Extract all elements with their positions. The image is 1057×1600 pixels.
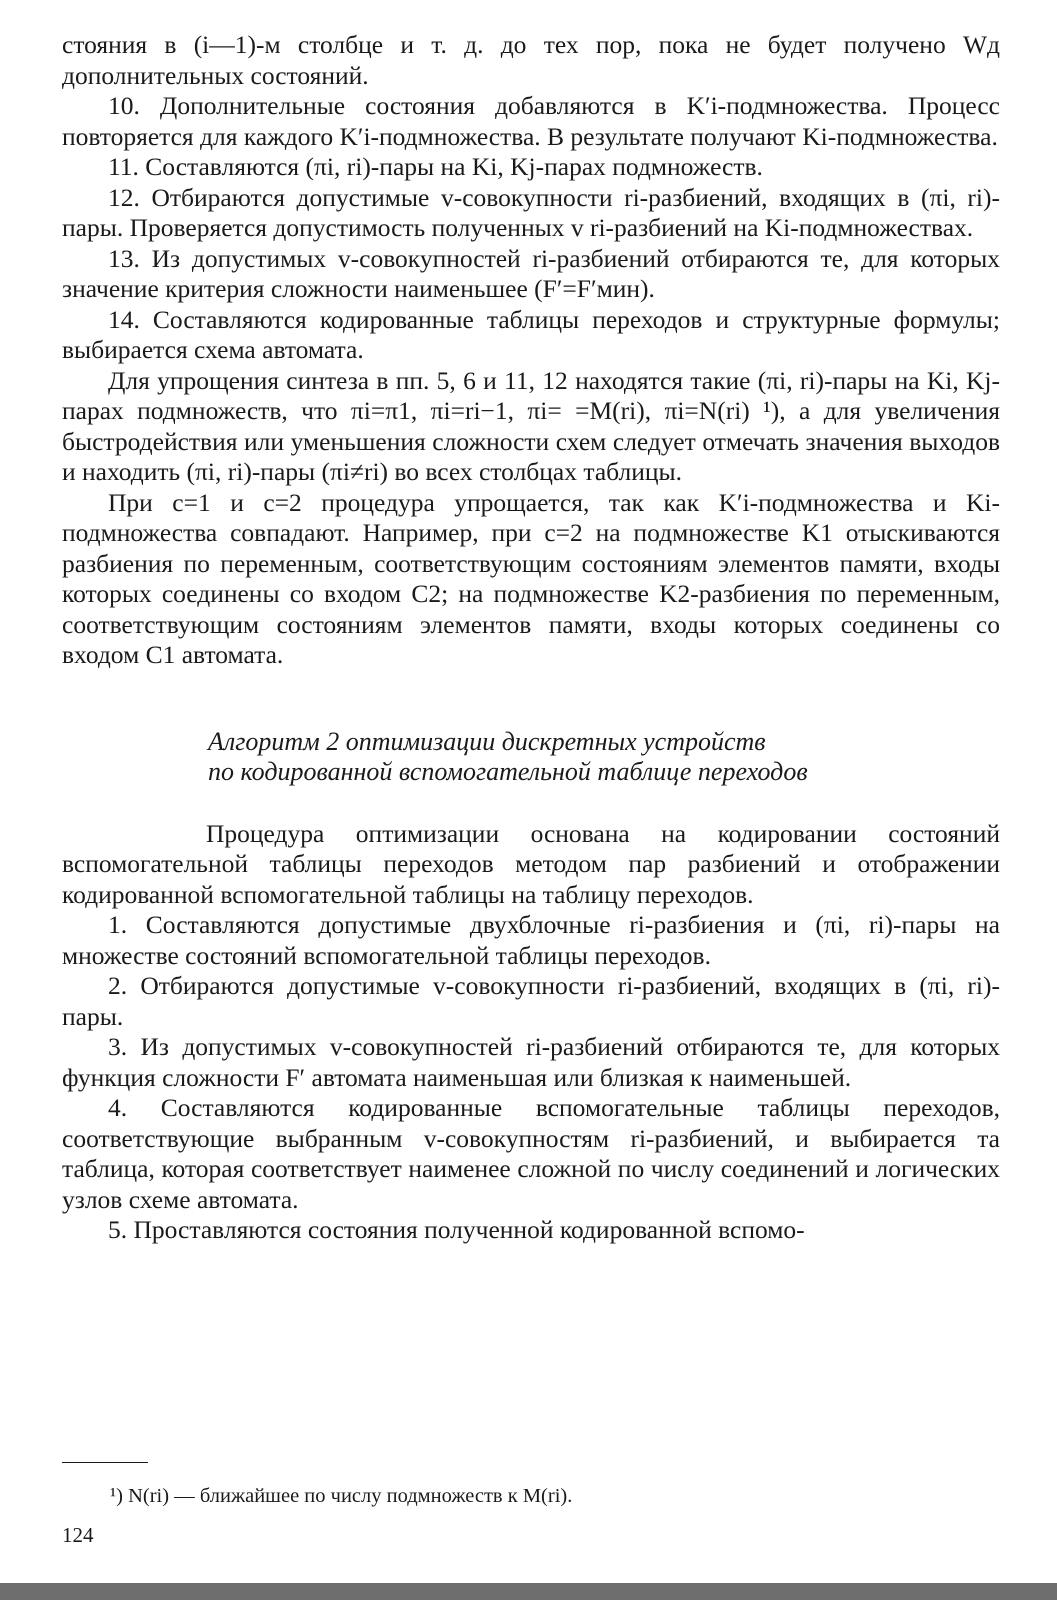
footnote: ¹) N(ri) — ближайшее по числу подмножеств к M(ri). [110,1485,573,1507]
scan-bottom-edge [0,1583,1057,1600]
paragraph-alg2-step-1: 1. Составляются допустимые двухблочные ri-разбиения и (πi, ri)-пары на множестве состояний вспомогательной таблицы переходов. [62,910,1000,970]
section-heading-line-1: Алгоритм 2 оптимизации дискретных устройств [208,726,766,756]
paragraph-step-11: 11. Составляются (πi, ri)-пары на Ki, Kj-парах подмножеств. [108,152,763,181]
paragraph-step-10: 10. Дополнительные состояния добавляются в K′i-подмножества. Процесс повторяется для каждого K′i-подмножества. В результате получают Ki-подмножества. [62,91,1000,151]
paragraph-simplification: Для упрощения синтеза в пп. 5, 6 и 11, 12 находятся такие (πi, ri)-пары на Ki, Kj-парах подмножеств, что πi=π1, πi=ri−1, πi= =M(ri), πi=N(ri) ¹), а для увеличения быстродействия или уменьшения сложности схем следует отмечать значения выходов и находить (πi, ri)-пары (πi≠ri) во всех столбцах таблицы. [62,365,1000,486]
paragraph-step-13: 13. Из допустимых v-совокупностей ri-разбиений отбираются те, для которых значение критерия сложности наименьшее (F′=F′мин). [62,243,1000,303]
paragraph-alg2-step-2: 2. Отбираются допустимые v-совокупности ri-разбиений, входящих в (πi, ri)-пары. [62,971,1000,1031]
paragraph-continuation: стояния в (i—1)-м столбце и т. д. до тех пор, пока не будет получено Wд дополнительных состояний. [62,30,1000,90]
paragraph-step-14: 14. Составляются кодированные таблицы переходов и структурные формулы; выбирается схема автомата. [62,304,1000,364]
paragraph-step-12: 12. Отбираются допустимые v-совокупности ri-разбиений, входящих в (πi, ri)-пары. Проверяется допустимость полученных v ri-разбиений на Ki-подмножествах. [62,182,1000,242]
section-heading [208,727,1000,787]
footnote-divider [62,1462,148,1463]
page-number: 124 [62,1523,94,1547]
paragraph-special-cases: При c=1 и c=2 процедура упрощается, так как K′i-подмножества и Ki-подмножества совпадают. Например, при c=2 на подмножестве K1 отыскиваются разбиения по переменным, соответствующим состояниям элементов памяти, входы которых соединены со входом C2; на подмножестве K2-разбиения по переменным, соответствующим состояниям элементов памяти, входы которых соединены со входом C1 автомата. [62,487,1000,669]
paragraph-procedure-intro: Процедура оптимизации основана на кодировании состояний вспомогательной таблицы переходов методом пар разбиений и отображении кодированной вспомогательной таблицы на таблицу переходов. [62,818,1000,909]
page-body [62,30,1000,1246]
paragraph-alg2-step-4: 4. Составляются кодированные вспомогательные таблицы переходов, соответствующие выбранным v-совокупностям ri-разбиений, и выбирается та таблица, которая соответствует наименее сложной по числу соединений и логических узлов схеме автомата. [62,1093,1000,1214]
section-heading-line-2: по кодированной вспомогательной таблице переходов [208,756,808,786]
paragraph-alg2-step-3: 3. Из допустимых v-совокупностей ri-разбиений отбираются те, для которых функция сложности F′ автомата наименьшая или близкая к наименьшей. [62,1032,1000,1092]
paragraph-alg2-step-5: 5. Проставляются состояния полученной кодированной вспомо- [108,1215,805,1244]
